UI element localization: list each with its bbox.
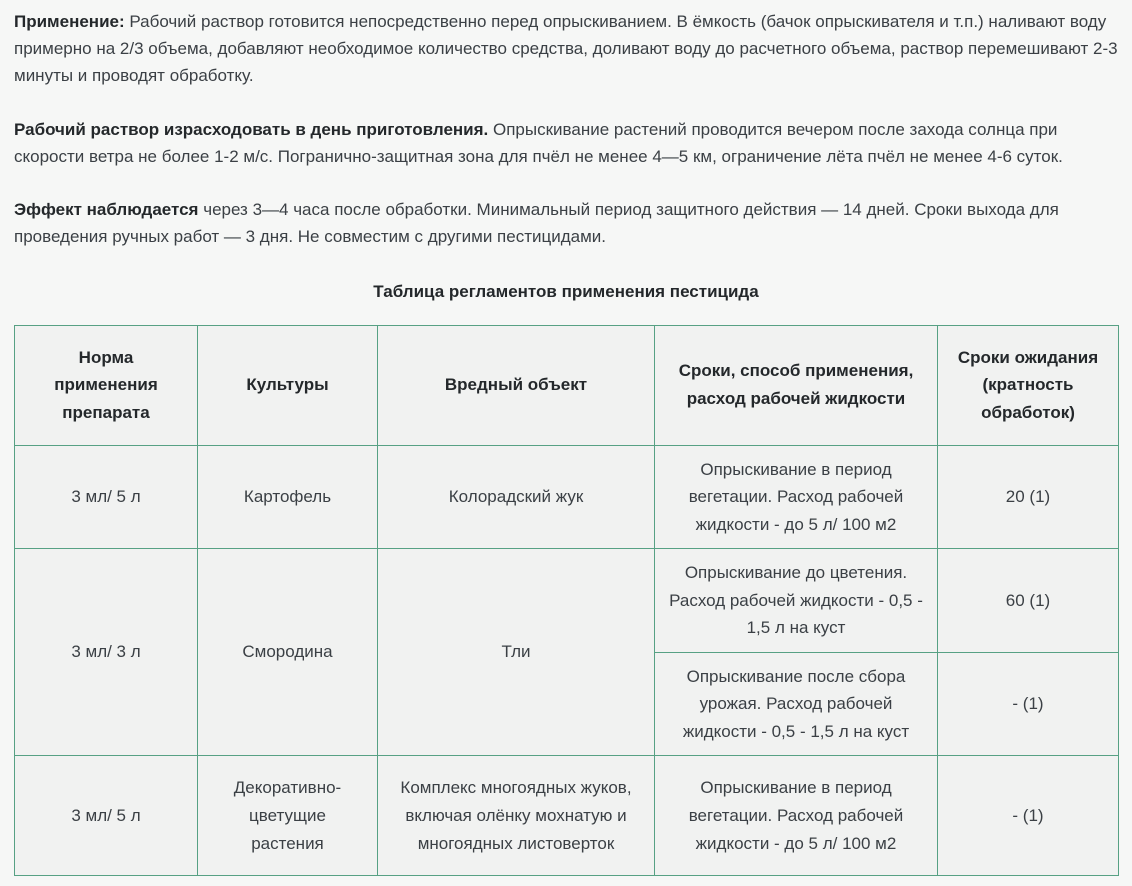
paragraph-usage-day-lead: Рабочий раствор израсходовать в день приготовления. (14, 119, 489, 139)
cell-waiting: - (1) (938, 756, 1119, 876)
cell-pest: Тли (378, 549, 655, 756)
table-row-potato (15, 445, 1119, 549)
header-cell-pest: Вредный объект (378, 325, 655, 445)
header-cell-dose: Норма применения препарата (15, 325, 198, 445)
cell-pest: Колорадский жук (378, 445, 655, 549)
header-cell-culture: Культуры (198, 325, 378, 445)
cell-method: Опрыскивание в период вегетации. Расход рабочей жидкости - до 5 л/ 100 м2 (655, 756, 938, 876)
table-title: Таблица регламентов применения пестицида (373, 282, 759, 302)
paragraph-usage-day (14, 116, 1118, 170)
cell-culture: Смородина (198, 549, 378, 756)
paragraph-usage-day-text: Опрыскивание растений проводится вечером после захода солнца при скорости ветра не более 1-2 м/с. Погранично-защитная зона для пчёл не менее 4—5 км, ограничение лёта пчёл не менее 4-6 суток. (14, 119, 1063, 166)
paragraph-effect-text: через 3—4 часа после обработки. Минимальный период защитного действия — 14 дней. Сроки выхода для проведения ручных работ — 3 дня. Не совместим с другими пестицидами. (14, 199, 1059, 247)
cell-waiting: 60 (1) (938, 549, 1119, 653)
cell-method: Опрыскивание после сбора урожая. Расход рабочей жидкости - 0,5 - 1,5 л на куст (655, 652, 938, 756)
pesticide-regulations-table (14, 325, 1119, 877)
cell-waiting: 20 (1) (938, 445, 1119, 549)
cell-pest: Комплекс многоядных жуков, включая олёнку мохнатую и многоядных листоверток (378, 756, 655, 876)
header-cell-method: Сроки, способ применения, расход рабочей жидкости (655, 325, 938, 445)
table-header-row (15, 325, 1119, 445)
paragraph-effect-lead: Эффект наблюдается (14, 199, 199, 219)
cell-dose: 3 мл/ 3 л (15, 549, 198, 756)
paragraph-application (14, 8, 1118, 90)
table-row-currant-before-bloom (15, 549, 1119, 653)
cell-method: Опрыскивание в период вегетации. Расход рабочей жидкости - до 5 л/ 100 м2 (655, 445, 938, 549)
cell-culture: Картофель (198, 445, 378, 549)
cell-dose: 3 мл/ 5 л (15, 445, 198, 549)
paragraph-application-text: Рабочий раствор готовится непосредственно перед опрыскиванием. В ёмкость (бачок опрыскивателя и т.п.) наливают воду примерно на 2/3 объема, добавляют необходимое количество средства, доливают воду до расчетного объема, раствор перемешивают 2-3 минуты и проводят обработку. (14, 12, 1118, 86)
cell-dose: 3 мл/ 5 л (15, 756, 198, 876)
cell-method: Опрыскивание до цветения. Расход рабочей жидкости - 0,5 - 1,5 л на куст (655, 549, 938, 653)
cell-waiting: - (1) (938, 652, 1119, 756)
cell-culture: Декоративно-цветущие растения (198, 756, 378, 876)
paragraph-application-lead: Применение: (14, 12, 125, 31)
paragraph-effect (14, 196, 1118, 250)
header-cell-waiting: Сроки ожидания (кратность обработок) (938, 325, 1119, 445)
table-row-ornamental (15, 756, 1119, 876)
